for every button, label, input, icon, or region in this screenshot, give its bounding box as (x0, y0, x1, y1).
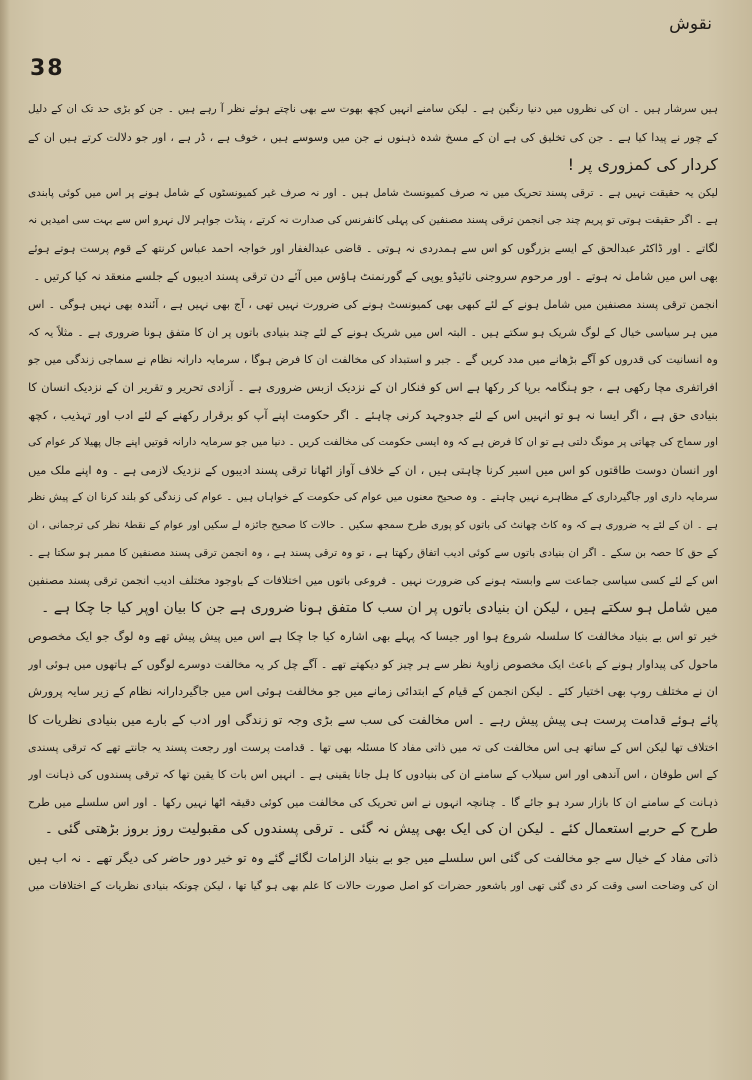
text-line: کردار کی کمزوری پر ! (567, 155, 718, 175)
paragraph (28, 96, 718, 179)
paragraph (28, 180, 718, 290)
text-line: کے چور نے پیدا کیا ہے ۔ جن کی تخلیق کی ہے ان کے مسخ شدہ ذہنوں نے جن میں وسوسے ہیں ، خوف ہے ، ڈر ہے ، اور جو دلالت کرتے ہیں ان کے (28, 130, 718, 144)
page-number: 38 (30, 56, 65, 81)
running-header: نقوش (669, 14, 712, 34)
text-line: اختلاف تھا لیکن اس کے ساتھ ہی اس مخالفت کی تہ میں ذاتی مفاد کا مسئلہ بھی تھا ۔ قدامت پرست اور رجعت پسند یہ جانتے تھے کہ ترقی پسندی (28, 740, 718, 754)
text-line: میں شامل ہو سکتے ہیں ، لیکن ان بنیادی باتوں پر ان سب کا متفق ہونا ضروری ہے جن کا بیان اوپر کیا جا چکا ہے ۔ (41, 599, 718, 616)
text-line: پائے ہوئے قدامت پرست ہی پیش پیش رہے ۔ اس مخالفت کی سب سے بڑی وجہ تو زندگی اور ادب کے بارے میں بنیادی نظریات کا (28, 712, 718, 728)
text-line: طرح کے حربے استعمال کئے ۔ لیکن ان کی ایک بھی پیش نہ گئی ۔ ترقی پسندوں کی مقبولیت روز بروز بڑھتی گئی ۔ (44, 821, 718, 838)
paragraph (28, 845, 718, 900)
text-line: میں ہر سیاسی خیال کے لوگ شریک ہو سکتے ہیں ۔ البتہ اس میں شریک ہونے کے لئے چند بنیادی باتوں پر ان کا متفق ہونا ضروری ہے ۔ مثلاً یہ کہ (28, 325, 718, 339)
text-line: اور انسان دوست طاقتوں کو اس میں اسیر کرنا چاہتی ہیں ، ان کے خلاف آواز اٹھانا ترقی پسند ادیبوں کے نزدیک لازمی ہے ۔ وہ اپنے ملک میں (28, 462, 718, 477)
text-line: کے حق کا حصہ بن سکے ۔ اگر ان بنیادی باتوں سے کوئی ادیب اتفاق رکھتا ہے ، تو وہ ترقی پسند ہے ، وہ انجمن ترقی پسند مصنفین کا ممبر ہو سکتا ہے ۔ (28, 546, 718, 559)
text-line: سرمایہ داری اور جاگیرداری کے مظاہرے نہیں چاہتے ۔ وہ صحیح معنوں میں عوام کی حکومت کے خواہاں ہیں ۔ عوام کی زندگی کو بلند کرنا ان کے پیش نظر (28, 491, 718, 504)
text-line: ذہانت کے سامنے ان کا بازار سرد ہو جائے گا ۔ چنانچہ انہوں نے اس تحریک کی مخالفت میں کوئی دقیقہ اٹھا نہیں رکھا ۔ اور اس سلسلے میں طرح (28, 795, 718, 809)
text-line: انجمن ترقی پسند مصنفین میں شامل ہونے کے لئے کبھی بھی کمیونسٹ ہونے کی ضرورت نہیں تھی ، آج بھی نہیں ہے ، آئندہ بھی نہیں ہوگی ۔ اس (28, 298, 718, 312)
text-line: لگاتے ۔ اور ڈاکٹر عبدالحق کے ایسے بزرگوں کو اس سے ہمدردی نہ ہوتی ۔ قاضی عبدالغفار اور خواجہ احمد عباس کرنتھ کے قوم پرست ہوتے ہوئے (28, 241, 718, 255)
paragraph (28, 623, 718, 844)
text-line: ان نے مختلف روپ بھی اختیار کئے ۔ لیکن انجمن کے قیام کے ابتدائی زمانے میں جو مخالفت ہوئی اس میں جاگیردارانہ نظام کے زیر سایہ پرورش (28, 684, 718, 699)
text-line: اس کے لئے کسی سیاسی جماعت سے وابستہ ہونے کی ضرورت نہیں ۔ فروعی باتوں میں اختلافات کے باوجود مختلف ادیب انجمن ترقی پسند مصنفین (28, 574, 718, 588)
text-line: وہ انسانیت کی قدروں کو آگے بڑھانے میں مدد کریں گے ۔ جبر و استبداد کی مخالفت ان کا فرض ہوگا ، سرمایہ دارانہ نظام نے سماجی زندگی میں جو (28, 353, 718, 367)
paragraph (28, 291, 718, 622)
text-line: اور سماج کی چھاتی پر مونگ دلتی ہے تو ان کا فرض ہے کہ وہ ایسی حکومت کی مخالفت کریں ۔ دنیا میں جو سرمایہ دارانہ قوتیں اپنے جال پھیلا کر عوام کی (28, 436, 718, 449)
text-line: بنیادی حق ہے ، اگر ایسا نہ ہو تو انہیں اس کے لئے جدوجہد کرنی چاہئے ۔ اگر حکومت اپنے آپ کو برقرار رکھنے کے لئے ادب اور تہذیب ، کچھ (28, 407, 718, 422)
text-line: لیکن یہ حقیقت نہیں ہے ۔ ترقی پسند تحریک میں نہ صرف کمیونسٹ شامل ہیں ۔ اور نہ صرف غیر کمیونسٹوں کے شامل ہونے پر اس میں کوئی پابندی (28, 186, 718, 199)
text-line: ہے ۔ ان کے لئے یہ ضروری ہے کہ وہ کاٹ چھانٹ کی باتوں کو پوری طرح سمجھ سکیں ۔ حالات کا صحیح جائزہ لے سکیں اور عوام کے نقطۂ نظر کی ترجمانی ، ان (28, 519, 718, 531)
text-line: ماحول کی پیداوار ہونے کے باعث ایک مخصوص زاویۂ نظر سے ہر چیز کو دیکھتے تھے ۔ آگے چل کر یہ مخالفت دوسرے لوگوں کے ہاتھوں میں ہوئی اور (28, 657, 718, 671)
text-line: خیر تو اس بے بنیاد مخالفت کا سلسلہ شروع ہوا اور جیسا کہ پہلے بھی اشارہ کیا جا چکا ہے اس میں پیش پیش تھے وہ لوگ جو ایک مخصوص (28, 629, 718, 644)
text-line: افراتفری مچا رکھی ہے ، جو ہنگامہ برپا کر رکھا ہے اس کو فنکار ان کے نزدیک ازبس ضروری ہے ۔ آزادی تحریر و تقریر ان کے نزدیک انسان کا (28, 379, 718, 394)
text-line: ہے ۔ اگر حقیقت ہوتی تو پریم چند جی انجمن ترقی پسند مصنفین کی پہلی کانفرنس کی صدارت نہ کرتے ، پنڈت جواہر لال نہرو اس سے بہت سی امیدیں نہ (28, 214, 718, 227)
text-line: کے اس طوفان ، اس آندھی اور اس سیلاب کے سامنے ان کی بنیادوں کا ہل جانا یقینی ہے ۔ انہیں اس بات کا یقین تھا کہ ترقی پسندوں کی ذہانت اور (28, 768, 718, 782)
text-line: بھی اس میں شامل نہ ہوتے ۔ اور مرحوم سروجنی نائیڈو یوپی کے گورنمنٹ ہاؤس میں آئے دن ترقی پسند ادیبوں کے جلسے منعقد نہ کیا کرتیں ۔ (33, 268, 718, 283)
text-line: ذاتی مفاد کے خیال سے جو مخالفت کی گئی اس سلسلے میں جو بے بنیاد الزامات لگائے گئے وہ تو خیر دور حاضر کی دیگر تھے ۔ نہ اب ہیں (28, 851, 718, 866)
page-body (28, 96, 718, 1056)
text-line: ہیں سرشار ہیں ۔ ان کی نظروں میں دنیا رنگین ہے ۔ لیکن سامنے انہیں کچھ بھوت سے بھی ناچتے ہوئے نظر آ رہے ہیں ۔ جن کو بڑی حد تک ان کے دلیل (28, 103, 718, 115)
text-line: ان کی وضاحت اسی وقت کر دی گئی تھی اور باشعور حضرات کو اصل صورت حالات کا علم بھی ہو گیا تھا ، لیکن چونکہ بنیادی نظریات کے اختلافات میں (28, 879, 718, 892)
